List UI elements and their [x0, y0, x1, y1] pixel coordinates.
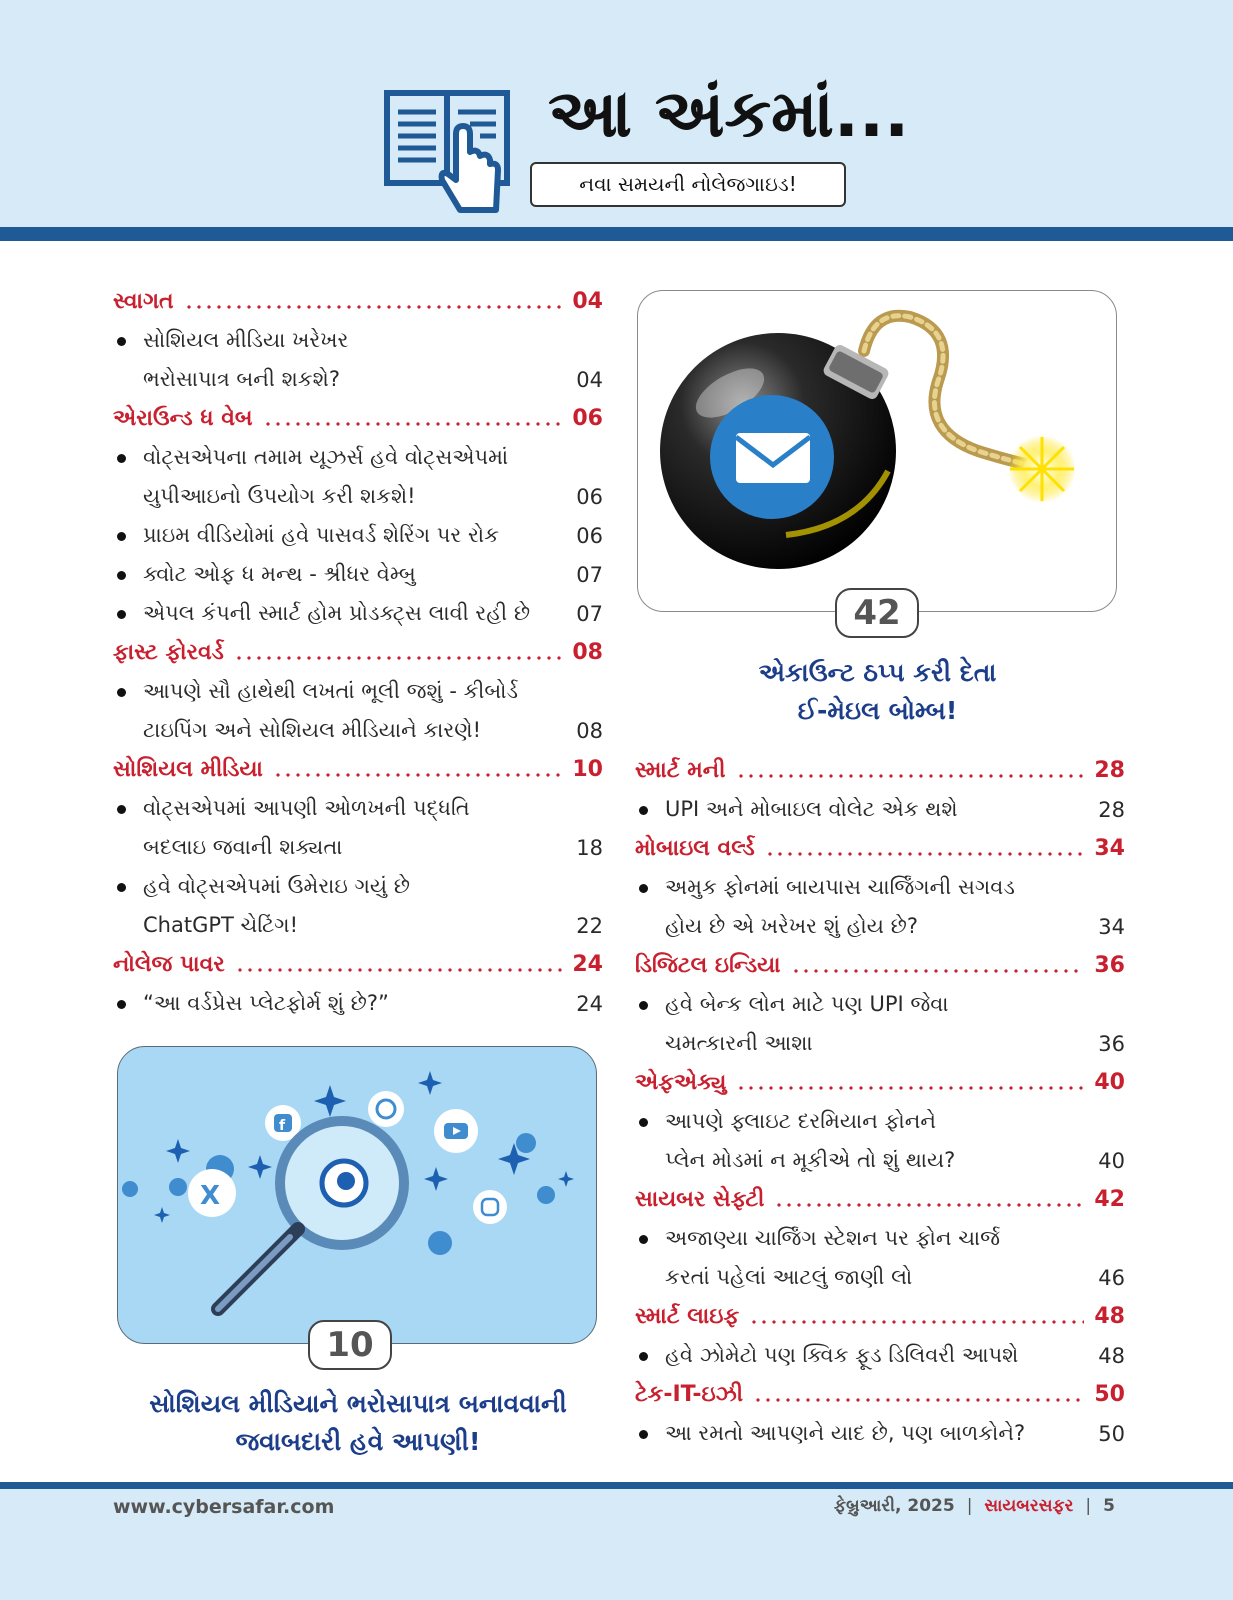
- toc-section[interactable]: [113, 282, 603, 321]
- toc-item-text: UPI અને મોબાઇલ વોલેટ એક થશે: [665, 797, 958, 821]
- toc-item-page-number: 18: [576, 835, 603, 860]
- section-page-number: 24: [572, 952, 603, 977]
- toc-item-page-number: 46: [1098, 1265, 1125, 1290]
- issue-date: ફેબ્રુઆરી, 2025: [833, 1496, 955, 1516]
- section-page-number: 50: [1094, 1382, 1125, 1407]
- section-title: એરાઉન્ડ ધ વેબ: [113, 406, 253, 431]
- toc-item-page-number: 48: [1098, 1343, 1125, 1368]
- section-title: સ્માર્ટ લાઇફ: [635, 1304, 740, 1329]
- toc-item[interactable]: [635, 1336, 1125, 1375]
- toc-item[interactable]: [635, 985, 1125, 1063]
- caption-line: ઈ-મેઇલ બોમ્બ!: [797, 696, 958, 725]
- section-page-number: 48: [1094, 1304, 1125, 1329]
- toc-item-text: હવે વોટ્સએપમાં ઉમેરાઇ ગયું છે: [143, 874, 411, 898]
- header-divider: [0, 227, 1233, 241]
- svg-text:X: X: [200, 1181, 221, 1211]
- caption-line: સોશિયલ મીડિયાને ભરોસાપાત્ર બનાવવાની: [149, 1389, 567, 1418]
- toc-section[interactable]: [635, 1063, 1125, 1102]
- social-media-illustration: [118, 1047, 597, 1344]
- toc-item[interactable]: [635, 1414, 1125, 1453]
- toc-item-text: અમુક ફોનમાં બાયપાસ ચાર્જિંગની સગવડ: [665, 875, 1015, 899]
- toc-item-page-number: 06: [576, 523, 603, 548]
- section-page-number: 28: [1094, 758, 1125, 783]
- toc-item-text: વોટ્સએપના તમામ યૂઝર્સ હવે વોટ્સએપમાં: [143, 445, 509, 469]
- toc-section[interactable]: [635, 751, 1125, 790]
- toc-item-text: યુપીઆઇનો ઉપયોગ કરી શકશે!: [143, 484, 416, 508]
- toc-item[interactable]: [113, 789, 603, 867]
- website-link[interactable]: www.cybersafar.com: [113, 1496, 335, 1518]
- toc-section[interactable]: [635, 829, 1125, 868]
- page-badge-10: 10: [308, 1320, 392, 1370]
- svg-text:f: f: [279, 1118, 286, 1134]
- toc-item[interactable]: [113, 867, 603, 945]
- dot-leader: [234, 656, 563, 660]
- section-page-number: 06: [572, 406, 603, 431]
- dot-leader: [753, 1398, 1084, 1402]
- section-title: એફએક્યુ: [635, 1070, 727, 1095]
- dot-leader: [235, 968, 563, 972]
- toc-section[interactable]: [113, 750, 603, 789]
- toc-item-text: આ રમતો આપણને યાદ છે, પણ બાળકોને?: [665, 1421, 1026, 1445]
- section-page-number: 36: [1094, 953, 1125, 978]
- page-badge-42: 42: [835, 588, 919, 638]
- toc-item-page-number: 07: [576, 601, 603, 626]
- toc-item[interactable]: [113, 984, 603, 1023]
- toc-item-page-number: 50: [1098, 1421, 1125, 1446]
- toc-item-text: ચમત્કારની આશા: [665, 1031, 813, 1055]
- footer-divider: [0, 1482, 1233, 1489]
- dot-leader: [263, 422, 563, 426]
- toc-item-page-number: 40: [1098, 1148, 1125, 1173]
- toc-item-text: અજાણ્યા ચાર્જિંગ સ્ટેશન પર ફોન ચાર્જ: [665, 1226, 1001, 1250]
- section-title: ફાસ્ટ ફોરવર્ડ: [113, 640, 224, 665]
- toc-section[interactable]: [635, 1180, 1125, 1219]
- toc-item-page-number: 36: [1098, 1031, 1125, 1056]
- caption-line: એકાઉન્ટ ઠપ્પ કરી દેતા: [758, 658, 997, 687]
- magazine-touch-icon: [384, 90, 524, 220]
- feature-caption-email-bomb[interactable]: [640, 654, 1115, 730]
- toc-item-page-number: 07: [576, 562, 603, 587]
- toc-item-text: હવે બેન્ક લોન માટે પણ UPI જેવા: [665, 992, 949, 1016]
- toc-item-text: ટાઇપિંગ અને સોશિયલ મીડિયાને કારણે!: [143, 718, 482, 742]
- feature-caption-social-media[interactable]: [113, 1385, 603, 1461]
- dot-leader: [184, 305, 563, 309]
- dot-leader: [791, 969, 1085, 973]
- section-page-number: 10: [572, 757, 603, 782]
- email-bomb-feature-image[interactable]: [637, 290, 1117, 612]
- section-page-number: 08: [572, 640, 603, 665]
- email-bomb-illustration: [638, 291, 1117, 612]
- toc-right-column: [635, 751, 1125, 1453]
- toc-item-text: “આ વર્ડપ્રેસ પ્લેટફોર્મ શું છે?”: [143, 991, 389, 1015]
- toc-item-page-number: 08: [576, 718, 603, 743]
- toc-section[interactable]: [113, 633, 603, 672]
- section-page-number: 40: [1094, 1070, 1125, 1095]
- toc-item-text: ક્વોટ ઓફ ધ મન્થ - શ્રીધર વેમ્બુ: [143, 562, 416, 586]
- toc-section[interactable]: [113, 399, 603, 438]
- toc-item-text: સોશિયલ મીડિયા ખરેખર: [143, 328, 349, 352]
- toc-item[interactable]: [635, 1219, 1125, 1297]
- toc-section[interactable]: [635, 946, 1125, 985]
- toc-item-text: હોય છે એ ખરેખર શું હોય છે?: [665, 914, 919, 938]
- section-title: સ્વાગત: [113, 289, 174, 314]
- toc-item-text: એપલ કંપની સ્માર્ટ હોમ પ્રોડક્ટ્સ લાવી રહી છે: [143, 601, 531, 625]
- toc-left-column: [113, 282, 603, 1023]
- toc-item[interactable]: [113, 555, 603, 594]
- section-title: નોલેજ પાવર: [113, 952, 225, 977]
- section-page-number: 42: [1094, 1187, 1125, 1212]
- toc-item-text: ChatGPT ચેટિંગ!: [143, 913, 299, 937]
- toc-item[interactable]: [113, 672, 603, 750]
- toc-item[interactable]: [113, 516, 603, 555]
- dot-leader: [736, 774, 1085, 778]
- toc-item[interactable]: [113, 594, 603, 633]
- toc-item[interactable]: [113, 321, 603, 399]
- section-title: સાયબર સેફ્ટી: [635, 1187, 765, 1212]
- toc-item[interactable]: [635, 790, 1125, 829]
- dot-leader: [736, 1086, 1084, 1090]
- caption-line: જવાબદારી હવે આપણી!: [235, 1427, 481, 1456]
- dot-leader: [273, 773, 563, 777]
- page-title: આ અંકમાં...: [548, 75, 910, 152]
- toc-item-page-number: 34: [1098, 914, 1125, 939]
- page-number: 5: [1103, 1496, 1115, 1516]
- toc-item-text: પ્લેન મોડમાં ન મૂકીએ તો શું થાય?: [665, 1148, 956, 1172]
- toc-item-text: કરતાં પહેલાં આટલું જાણી લો: [665, 1265, 913, 1289]
- toc-section[interactable]: [635, 1375, 1125, 1414]
- section-title: મોબાઇલ વર્લ્ડ: [635, 836, 755, 861]
- toc-item-text: પ્રાઇમ વીડિયોમાં હવે પાસવર્ડ શેરિંગ પર રોક: [143, 523, 499, 547]
- toc-item-text: ભરોસાપાત્ર બની શકશે?: [143, 367, 340, 391]
- section-page-number: 34: [1094, 836, 1125, 861]
- section-title: સોશિયલ મીડિયા: [113, 757, 263, 782]
- toc-item-page-number: 22: [576, 913, 603, 938]
- section-page-number: 04: [572, 289, 603, 314]
- toc-item-text: આપણે સૌ હાથેથી લખતાં ભૂલી જશું - કીબોર્ડ: [143, 679, 519, 703]
- toc-item-page-number: 28: [1098, 797, 1125, 822]
- dot-leader: [749, 1320, 1084, 1324]
- toc-item-page-number: 24: [576, 991, 603, 1016]
- toc-section[interactable]: [113, 945, 603, 984]
- toc-item[interactable]: [635, 1102, 1125, 1180]
- toc-item-text: હવે ઝોમેટો પણ ક્વિક ફૂડ ડિલિવરી આપશે: [665, 1343, 1019, 1367]
- footer-issue-info: [834, 1496, 1115, 1516]
- section-title: ડિજિટલ ઇન્ડિયા: [635, 953, 781, 978]
- footer-separator: |: [966, 1496, 973, 1516]
- toc-section[interactable]: [635, 1297, 1125, 1336]
- section-title: સ્માર્ટ મની: [635, 758, 726, 783]
- toc-item[interactable]: [635, 868, 1125, 946]
- magazine-name: સાયબરસફર: [984, 1496, 1074, 1516]
- toc-item-page-number: 04: [576, 367, 603, 392]
- footer-separator: |: [1085, 1496, 1092, 1516]
- tagline: નવા સમયની નોલેજગાઇડ!: [530, 162, 846, 207]
- section-title: ટેક-IT-ઇઝી: [635, 1382, 743, 1407]
- toc-item-text: બદલાઇ જવાની શક્યતા: [143, 835, 343, 859]
- dot-leader: [774, 1203, 1084, 1207]
- toc-item-text: વોટ્સએપમાં આપણી ઓળખની પદ્ધતિ: [143, 796, 470, 820]
- social-media-feature-image[interactable]: [117, 1046, 597, 1344]
- toc-item-page-number: 06: [576, 484, 603, 509]
- dot-leader: [765, 852, 1085, 856]
- toc-item-text: આપણે ફ્લાઇટ દરમિયાન ફોનને: [665, 1109, 937, 1133]
- toc-item[interactable]: [113, 438, 603, 516]
